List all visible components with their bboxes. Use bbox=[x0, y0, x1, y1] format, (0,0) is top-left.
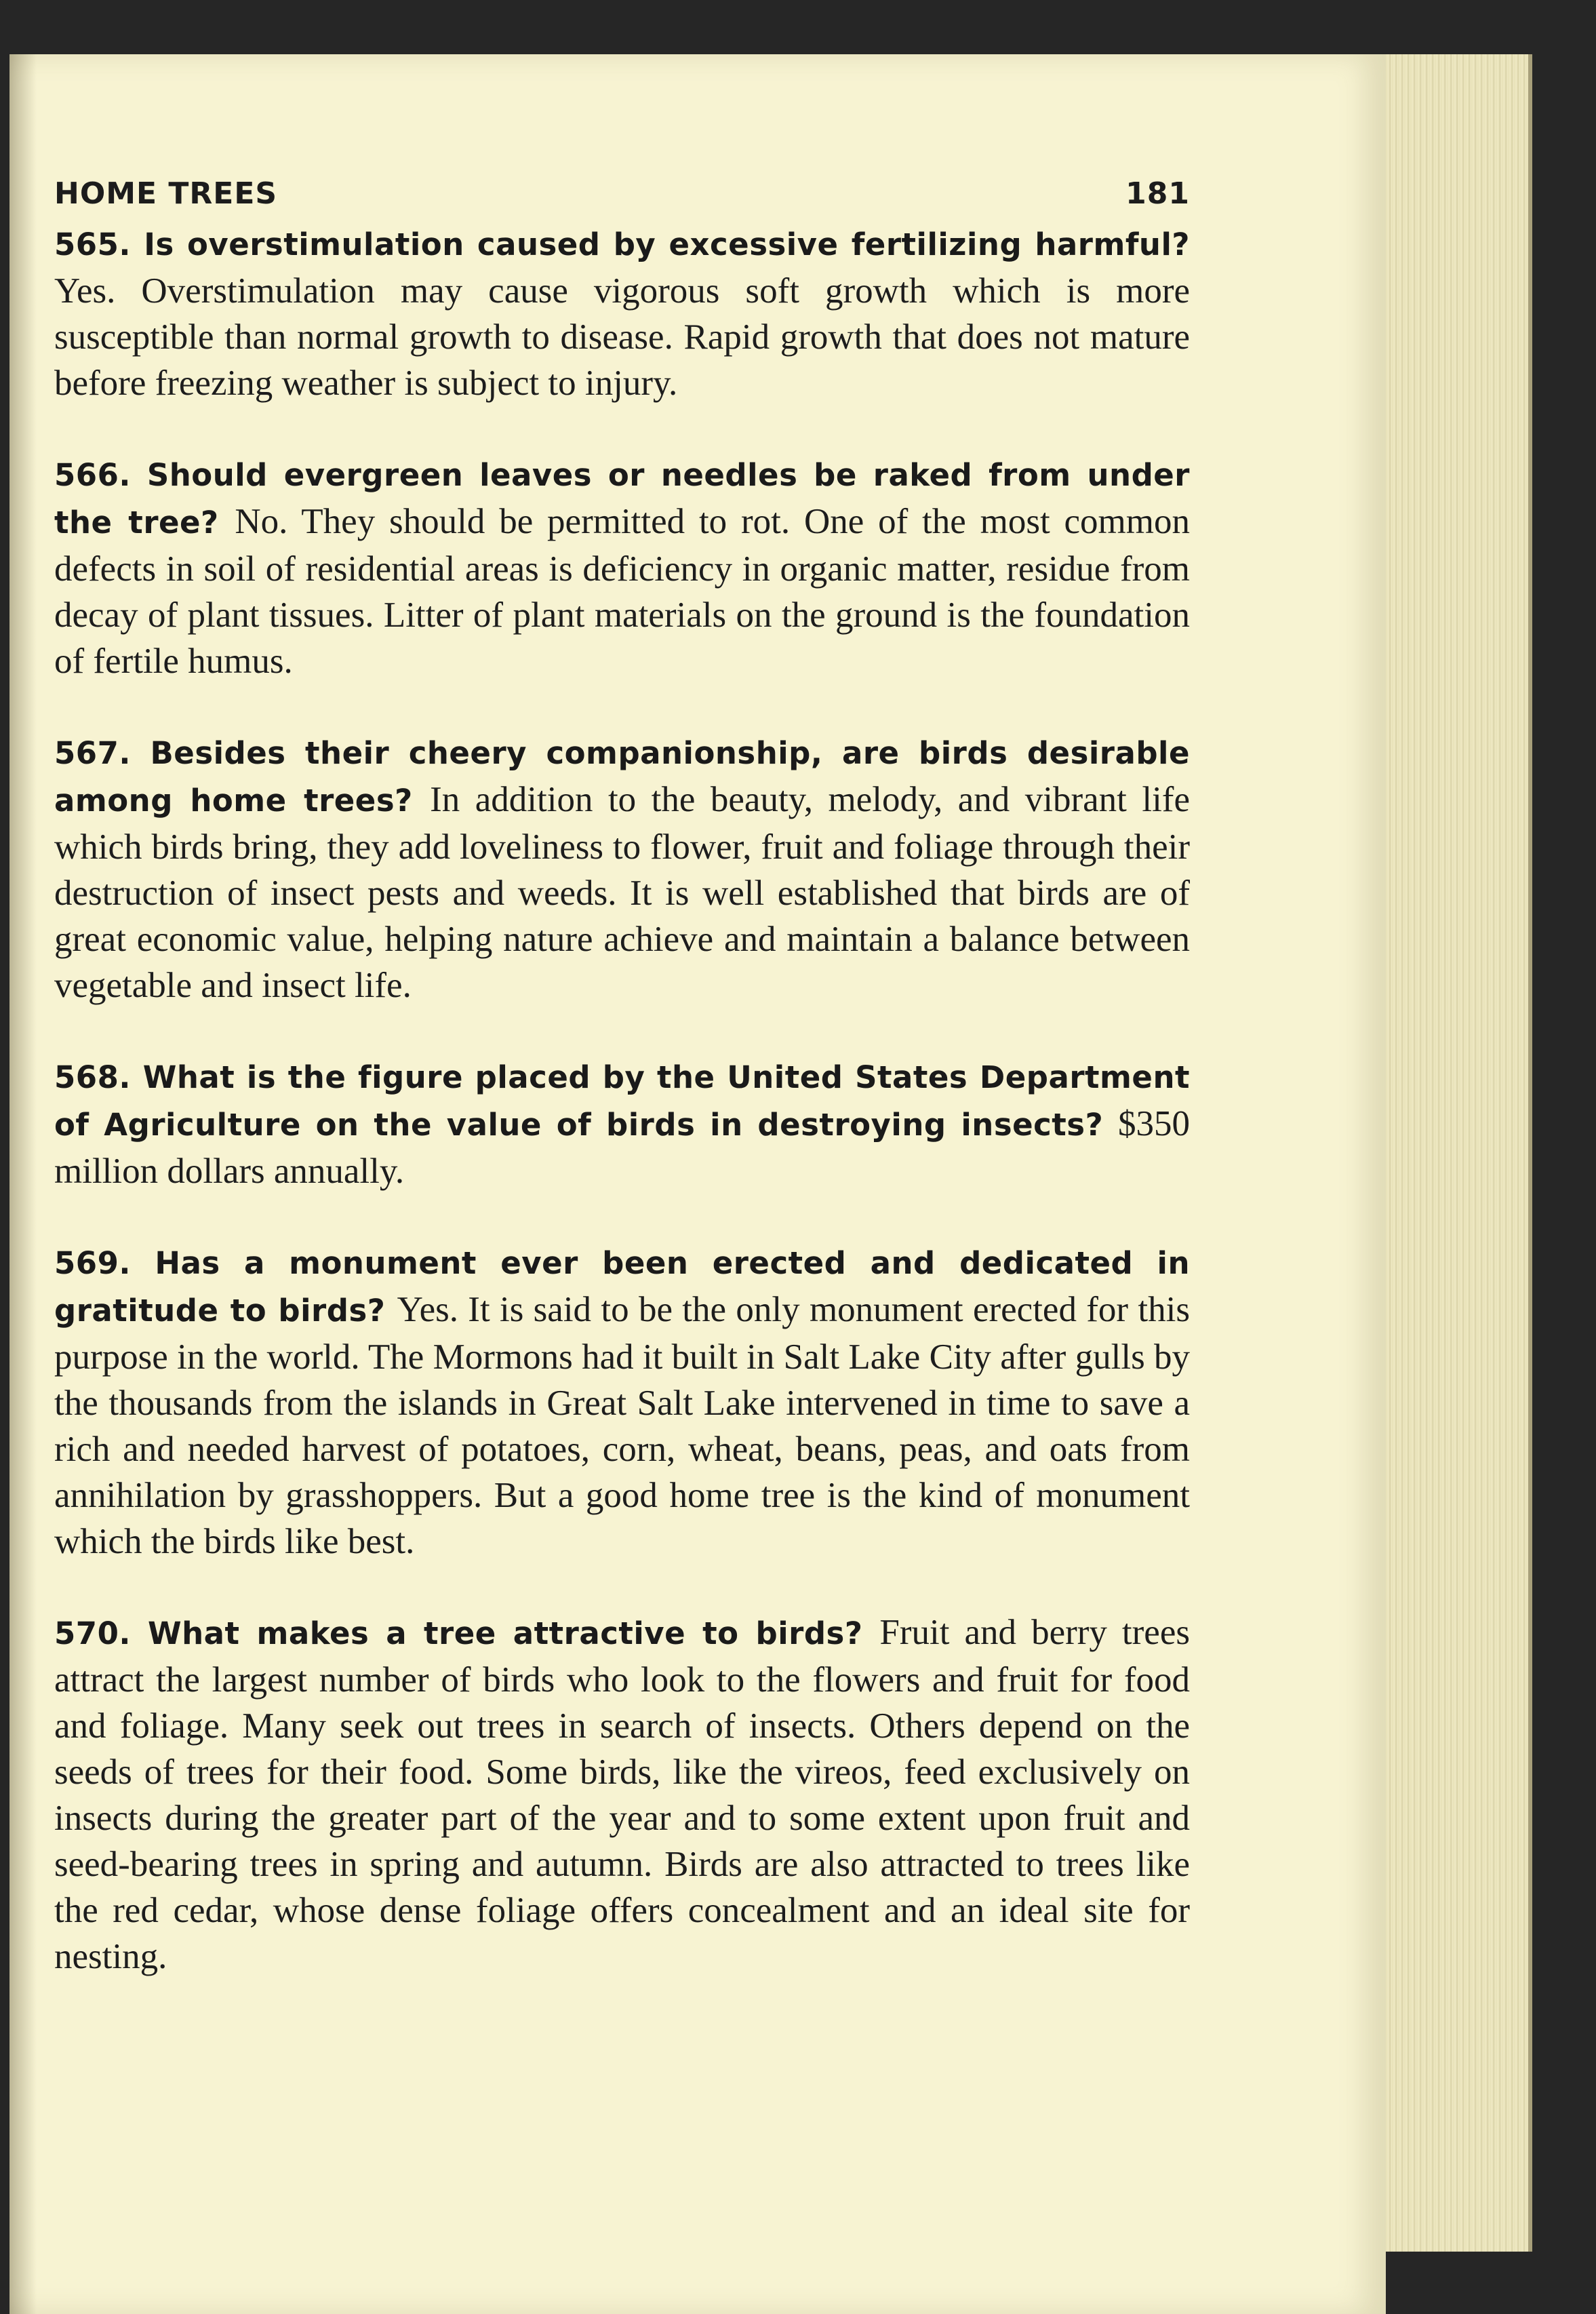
gutter-shadow bbox=[9, 54, 37, 2314]
page-content bbox=[54, 176, 1190, 2024]
qa-entry-565 bbox=[54, 220, 1190, 406]
answer: $350 million dollars annually. bbox=[54, 1104, 1190, 1191]
question: 568. What is the figure placed by the United States Department of Agriculture on the value of birds in destroying insects? bbox=[54, 1059, 1190, 1143]
running-head bbox=[54, 176, 1190, 211]
qa-entry-570 bbox=[54, 1609, 1190, 1980]
question: 569. Has a monument ever been erected and dedicated in gratitude to birds? bbox=[54, 1245, 1190, 1329]
answer: No. They should be permitted to rot. One of the most common defects in soil of residential areas is deficiency in organic matter, residue from decay of plant tissues. Litter of plant materials on the ground is the foundation of fertile humus. bbox=[54, 502, 1190, 681]
question: 565. Is overstimulation caused by excessive fertilizing harmful? bbox=[54, 227, 1190, 262]
question: 570. What makes a tree attractive to birds? bbox=[54, 1615, 880, 1651]
question: 567. Besides their cheery companionship, are birds desirable among home trees? bbox=[54, 735, 1190, 819]
qa-entry-568 bbox=[54, 1053, 1190, 1194]
page-edges bbox=[1386, 54, 1532, 2252]
answer: Fruit and berry trees attract the largest number of birds who look to the flowers and fruit for food and foliage. Many seek out trees in search of insects. Others depend on the seeds of trees for their food. Some birds, like the vireos, feed exclusively on insects during the greater part of the year and to some extent upon fruit and seed-bearing trees in spring and autumn. Birds are also attracted to trees like the red cedar, whose dense foliage offers concealment and an ideal site for nesting. bbox=[54, 1613, 1190, 1976]
page-number: 181 bbox=[1125, 176, 1190, 211]
answer: Yes. It is said to be the only monument erected for this purpose in the world. The Mormons had it built in Salt Lake City after gulls by the thousands from the islands in Great Salt Lake intervened in time to save a rich and needed harvest of potatoes, corn, wheat, beans, peas, and oats from annihilation by grasshoppers. But a good home tree is the kind of monument which the birds like best. bbox=[54, 1290, 1190, 1561]
answer: Yes. Overstimulation may cause vigorous soft growth which is more susceptible than normal growth to disease. Rapid growth that does not mature before freezing weather is subject to injury. bbox=[54, 271, 1190, 403]
qa-entry-567 bbox=[54, 729, 1190, 1008]
answer: In addition to the beauty, melody, and vibrant life which birds bring, they add loveliness to flower, fruit and foliage through their destruction of insect pests and weeds. It is well established that birds are of great economic value, helping nature achieve and maintain a balance between vegetable and insect life. bbox=[54, 780, 1190, 1005]
running-title: HOME TREES bbox=[54, 176, 278, 211]
question: 566. Should evergreen leaves or needles be raked from under the tree? bbox=[54, 457, 1190, 541]
qa-entry-569 bbox=[54, 1239, 1190, 1565]
qa-entry-566 bbox=[54, 451, 1190, 684]
